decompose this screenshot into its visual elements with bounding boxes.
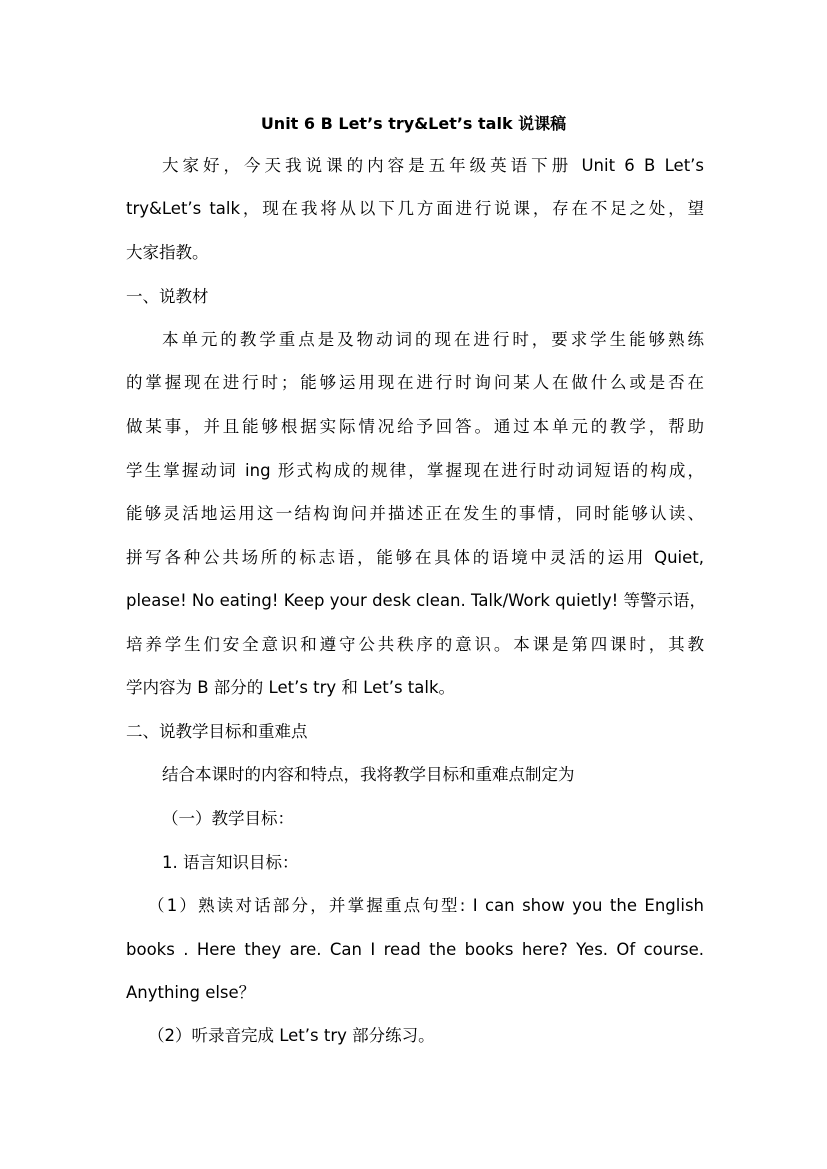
intro-line-2: try&Let’s talk，现在我将从以下几方面进行说课，存在不足之处，望 bbox=[126, 199, 704, 218]
intro-line-3: 大家指教。 bbox=[126, 243, 209, 262]
point2-line: （2）听录音完成 Let’s try 部分练习。 bbox=[148, 1026, 435, 1045]
point1-line-1: （1）熟读对话部分，并掌握重点句型: I can show you the English bbox=[148, 896, 704, 915]
section1-line-5: 能够灵活地运用这一结构询问并描述正在发生的事情，同时能够认读、 bbox=[126, 504, 704, 523]
section1-line-4: 学生掌握动词 ing 形式构成的规律，掌握现在进行时动词短语的构成， bbox=[126, 461, 704, 480]
item-language-knowledge: 1. 语言知识目标： bbox=[162, 853, 299, 872]
section1-line-7: please! No eating! Keep your desk clean. Talk/Work quietly! 等警示语， bbox=[126, 591, 706, 610]
point1-line-2: books . Here they are. Can I read the books here? Yes. Of course. bbox=[126, 940, 704, 959]
subsection-teaching-objectives: （一）教学目标： bbox=[162, 809, 294, 828]
section-heading-textbook: 一、说教材 bbox=[126, 287, 209, 306]
intro-line-1: 大家好，今天我说课的内容是五年级英语下册 Unit 6 B Let’s bbox=[162, 156, 704, 175]
document-title: Unit 6 B Let’s try&Let’s talk 说课稿 bbox=[260, 114, 567, 133]
section-heading-objectives: 二、说教学目标和重难点 bbox=[126, 722, 308, 741]
section1-line-9: 学内容为 B 部分的 Let’s try 和 Let’s talk。 bbox=[126, 678, 456, 697]
section2-intro: 结合本课时的内容和特点，我将教学目标和重难点制定为 bbox=[162, 765, 575, 784]
section1-line-2: 的掌握现在进行时；能够运用现在进行时询问某人在做什么或是否在 bbox=[126, 373, 704, 392]
section1-line-6: 拼写各种公共场所的标志语，能够在具体的语境中灵活的运用 Quiet, bbox=[126, 548, 704, 567]
section1-line-8: 培养学生们安全意识和遵守公共秩序的意识。本课是第四课时，其教 bbox=[126, 635, 704, 654]
section1-line-3: 做某事，并且能够根据实际情况给予回答。通过本单元的教学，帮助 bbox=[126, 417, 704, 436]
point1-line-3: Anything else？ bbox=[126, 983, 256, 1002]
section1-line-1: 本单元的教学重点是及物动词的现在进行时，要求学生能够熟练 bbox=[162, 330, 704, 349]
